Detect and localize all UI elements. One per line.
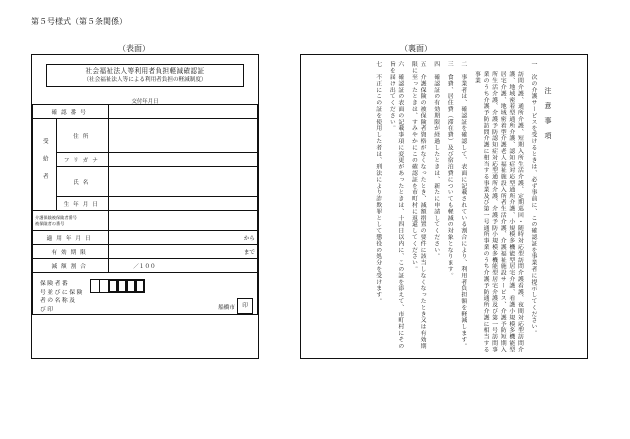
- note-item: 一 次の介護サービスを受けるときは、必ず事前に、この確認証を事業者に提示してください。: [530, 61, 536, 337]
- insurer-row: [33, 273, 258, 315]
- birth-date-label: 生年月日: [57, 197, 109, 211]
- furigana-field[interactable]: [109, 153, 258, 167]
- reduction-rate-label: 減額割合: [33, 259, 109, 273]
- insured-number-label: [33, 211, 109, 231]
- name-label: 氏名: [57, 167, 109, 197]
- address-row: [33, 119, 258, 153]
- certificate-title-box: [46, 64, 244, 87]
- reduction-rate-row: [33, 259, 258, 273]
- name-row: [33, 167, 258, 197]
- expiry-label: 有効期限: [33, 245, 109, 259]
- certificate-title: 社会福祉法人等利用者負担軽減確認証: [85, 67, 205, 75]
- note-item: 訪問介護、通所介護、短期入所生活介護、定期巡回・随時対応型訪問介護看護、夜間対応型訪問介護、地域密着型通所介護、認知症対応型通所介護、小規模多機能型居宅介護、看護小規模多機能型居宅介護、地域密着型介護老人福祉施設入所者生活介護、介護福祉施設サービス、介護予防短期入所生活介護、介護予防認知症対応型通所介護、介護予防小規模多機能型居宅介護及び第一号訪問事業のうち介護予防訪問介護に相当する事業及び第一号通所事業のうち介護予防通所介護に相当する事業: [473, 71, 523, 353]
- insured-number-row: [33, 211, 258, 231]
- front-card: [31, 54, 259, 359]
- start-date-label: 適用年月日: [33, 231, 109, 245]
- insurer-label-line1: 保険者番: [40, 281, 70, 287]
- note-item: 五 介護保険の被保険者資格がなくなったとき、減額措置の要件に該当しなくなったとき又は有効期限に至ったときは、すみやかにこの確認証を市町村に返還してください。: [410, 61, 426, 349]
- expiry-field[interactable]: [109, 245, 258, 259]
- start-date-field[interactable]: [109, 231, 258, 245]
- city-name: 船橋市: [218, 305, 235, 311]
- note-item: 二 事業者は、確認証を確認して、表面に記載されている割合により、利用者負担額を軽減します。: [459, 61, 466, 349]
- insured-number-label-line2: 被保険者の番号: [35, 220, 65, 226]
- insured-group-label: 受給者: [33, 119, 57, 211]
- insurer-label-line2: 号並びに保険: [40, 289, 84, 296]
- confirmation-number-field[interactable]: [109, 105, 258, 119]
- expiry-suffix: まで: [243, 249, 255, 256]
- issue-date-label: 交付年月日: [131, 99, 159, 105]
- note-item: 七 不正にこの証を使用した者は、刑法により詐欺罪として懲役の処分を受けます。: [374, 61, 381, 305]
- start-date-row: [33, 231, 258, 245]
- front-side-label: （表面）: [118, 44, 150, 53]
- note-item: 三 食費、居住費（滞在費）及び宿泊費についても軽減の対象となります。: [446, 61, 453, 279]
- birth-date-row: [33, 197, 258, 211]
- name-field[interactable]: [109, 167, 258, 197]
- reduction-rate-value: ／１００: [133, 263, 156, 270]
- certificate-table: [32, 104, 258, 315]
- seal-box: 印: [237, 298, 253, 314]
- back-card: [300, 54, 588, 359]
- expiry-row: [33, 245, 258, 259]
- insured-number-label-line1: 介護保険被保険者番号: [35, 214, 77, 220]
- insurer-cell: [33, 273, 258, 315]
- furigana-row: [33, 153, 258, 167]
- birth-date-field[interactable]: [109, 197, 258, 211]
- back-side-label: （裏面）: [400, 44, 432, 53]
- furigana-label: フリガナ: [57, 153, 109, 167]
- reduction-rate-field[interactable]: [109, 259, 258, 273]
- address-field[interactable]: [109, 119, 258, 153]
- notes-list: [297, 61, 537, 354]
- note-item: 六 確認証の表面の記載事項に変更があったときは、十四日以内に、この証を添えて、市町村にその旨を届け出てください。: [388, 61, 403, 349]
- address-label: 住所: [57, 119, 109, 153]
- certificate-subtitle: （社会福祉法人等による利用者負担の軽減制度）: [83, 77, 207, 83]
- insured-number-field[interactable]: [109, 211, 258, 231]
- insurer-label-line4: び印: [40, 306, 55, 313]
- form-number: 第５号様式（第５条関係）: [31, 17, 127, 26]
- notice-title: 注意事項: [544, 87, 552, 147]
- start-suffix: から: [243, 235, 255, 242]
- confirmation-number-row: [33, 105, 258, 119]
- note-item: 四 確認証の有効期限が経過したときは、新たに申請してください。: [432, 61, 439, 260]
- insurer-number-boxes[interactable]: [91, 279, 145, 293]
- insurer-label-line3: 者の名称及: [40, 298, 77, 304]
- confirmation-number-label: 確認番号: [33, 105, 109, 119]
- digit-box[interactable]: [135, 279, 145, 293]
